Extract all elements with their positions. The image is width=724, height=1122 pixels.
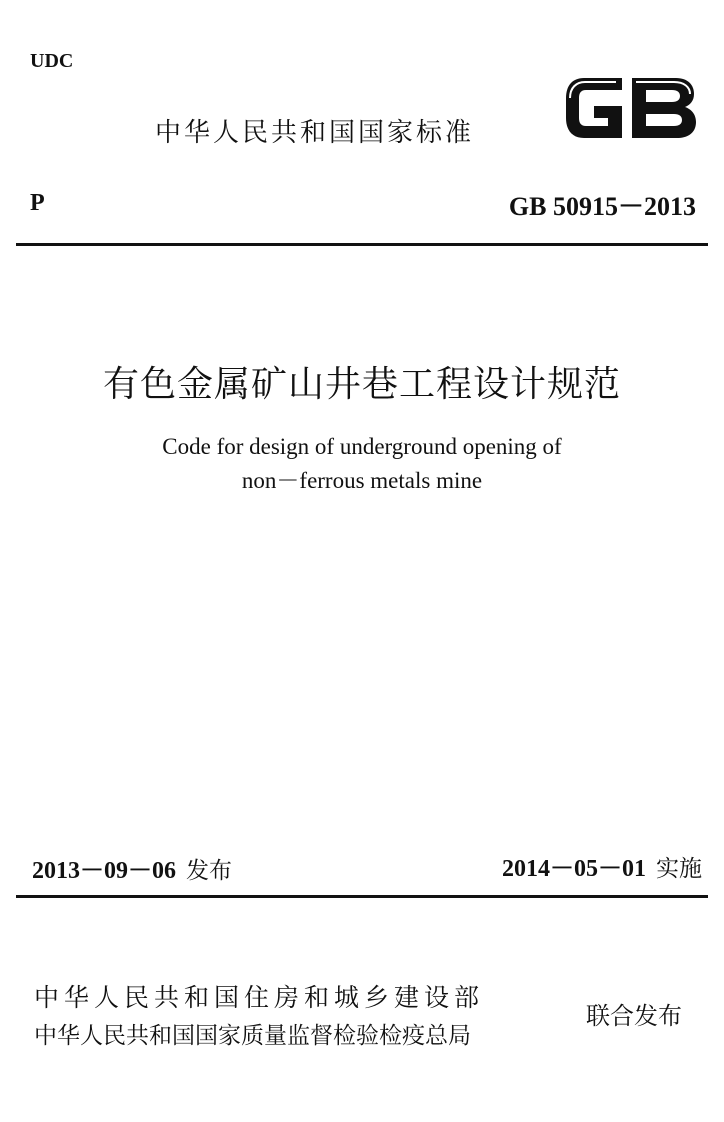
publish-date-block — [32, 850, 232, 885]
title-english-line1: Code for design of underground opening of — [162, 434, 562, 459]
standard-number: GB 50915－2013 — [508, 192, 696, 221]
gb-logo-icon — [560, 72, 700, 144]
implement-date: 2014－05－01 — [502, 856, 646, 882]
bottom-divider — [16, 895, 708, 898]
title-english-line2: non－ferrous metals mine — [241, 468, 483, 493]
udc-label: UDC — [30, 50, 74, 72]
publish-date: 2013－09－06 — [32, 858, 176, 884]
top-divider — [16, 243, 708, 246]
issuer-ministry-housing: 中华人民共和国住房和城乡建设部 — [34, 983, 485, 1012]
issuer-aqsiq: 中华人民共和国国家质量监督检验检疫总局 — [34, 1023, 471, 1049]
implement-label: 实施 — [656, 856, 702, 882]
standard-type: 中华人民共和国国家标准 — [155, 118, 475, 148]
category-code: P — [30, 190, 45, 216]
title-chinese: 有色金属矿山井巷工程设计规范 — [102, 364, 621, 405]
implement-date-block — [502, 848, 702, 883]
joint-issue-label: 联合发布 — [586, 1002, 682, 1030]
publish-label: 发布 — [186, 858, 232, 884]
title-english — [0, 430, 724, 498]
